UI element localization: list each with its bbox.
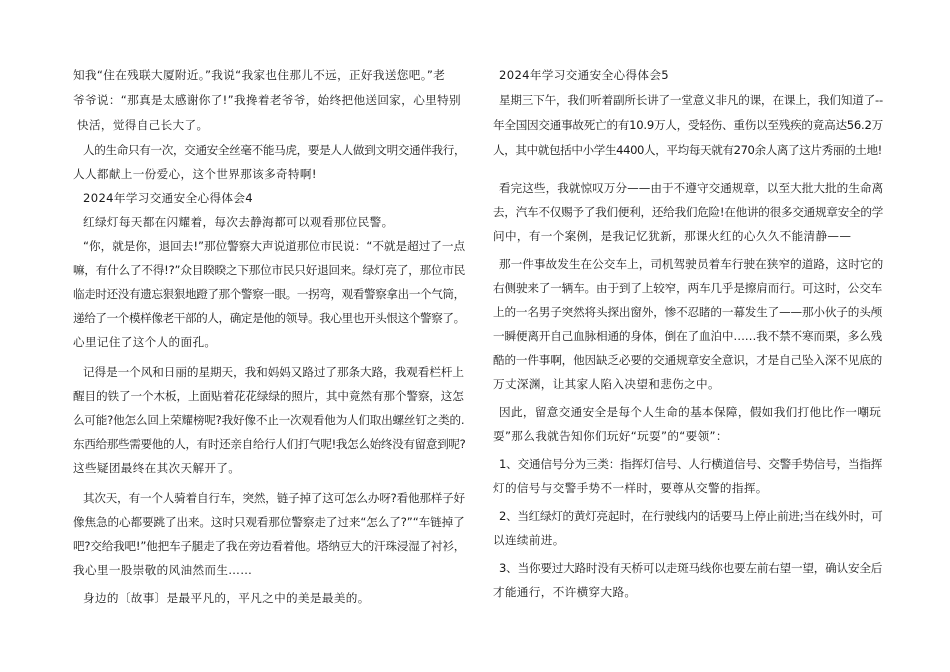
paragraph-line: 星期三下午，我们听着副所长讲了一堂意义非凡的课，在课上，我们知道了--: [499, 93, 883, 107]
paragraph-line: 耍”那么我就告知你们玩好“玩耍”的“要领”：: [493, 429, 728, 443]
paragraph-line: 万丈深渊，让其家人陷入决望和悲伤之中。: [493, 377, 720, 391]
paragraph-line: 人的生命只有一次，交通安全丝毫不能马虎，要是人人做到文明交通伴我行，: [83, 143, 466, 157]
paragraph-line: 酷的一件事啊，他因缺乏必要的交通规章安全意识，才是自己坠入深不见底的: [493, 353, 883, 367]
paragraph-line: 吧?交给我吧!”他把车子腿走了我在旁边看着他。塔纳豆大的汗珠浸湿了衬衫，: [73, 539, 466, 553]
paragraph-line: 去，汽车不仅赐予了我们便利，还给我们危险!在他讲的很多交通规章安全的学: [493, 205, 884, 219]
list-item: 2、当红绿灯的黄灯亮起时，在行驶线内的话要马上停止前进;当在线外时，可: [499, 509, 883, 523]
paragraph-line: 看完这些，我就惊叹万分——由于不遵守交通规章，以至大批大批的生命离: [499, 181, 884, 195]
paragraph-line: 醒目的铁了一个木板，上面贴着花花绿绿的照片，其中竟然有那个警察，这怎: [73, 389, 464, 403]
paragraph-line: 么可能?他怎么回上荣耀榜呢?我好像不止一次观看他为人们取出螺丝钉之类的.: [73, 413, 465, 427]
section-heading: 2024年学习交通安全心得体会5: [499, 68, 670, 82]
section-heading: 2024年学习交通安全心得体会4: [83, 191, 254, 205]
paragraph-line: 临走时还没有遗忘狠狠地蹬了那个警察一眼。一拐弯，观看警察拿出一个气筒，: [73, 287, 465, 301]
paragraph-line: “你，就是你，退回去!”那位警察大声说道那位市民说：“不就是超过了一点: [83, 239, 466, 253]
list-item-continuation: 以连续前进。: [493, 533, 565, 547]
paragraph-line: 上的一名男子突然将头探出窗外，惨不忍睹的一幕发生了——那小伙子的头颅: [493, 305, 883, 319]
paragraph-line: 记得是一个风和日丽的星期天，我和妈妈又路过了那条大路，我观看栏杆上: [83, 365, 464, 379]
paragraph-line: 我心里一股崇敬的风油然而生……: [73, 563, 253, 577]
paragraph-line: 嘛，有什么了不得!?”众目睽睽之下那位市民只好退回来。绿灯亮了，那位市民: [73, 263, 466, 277]
paragraph-line: 因此，留意交通安全是每个人生命的基本保障，假如我们打他比作一嘲玩: [499, 405, 882, 419]
paragraph-line: 心里记住了这个人的面孔。: [73, 335, 217, 349]
paragraph-line: 人人都献上一份爱心，这个世界那该多奇特啊!: [73, 167, 317, 181]
paragraph-line: 年全国因交通事故死亡的有10.9万人，受轻伤、重伤以至残疾的竟高达56.2万: [493, 118, 883, 132]
list-item: 1、交通信号分为三类：指挥灯信号、人行横道信号、交警手势信号，当指挥: [499, 457, 883, 471]
paragraph-line: 像焦急的心都要跳了出来。这时只观看那位警察走了过来“怎么了?”“车链掉了: [73, 515, 465, 529]
paragraph-line: 爷爷说：“那真是太感谢你了!”我搀着老爷爷，始终把他送回家，心里特别: [73, 93, 461, 107]
paragraph-line: 东西给那些需要他的人，有时还亲自给行人们打气呢!我怎么始终没有留意到呢?: [73, 437, 466, 451]
paragraph-line: 递给了一个模样像老干部的人，确定是他的领导。我心里也开头恨这个警察了。: [73, 311, 465, 325]
paragraph-line: 其次天，有一个人骑着自行车，突然，链子掉了这可怎么办呀?看他那样子好: [83, 491, 465, 505]
paragraph-line: 快活，觉得自己长大了。: [77, 118, 209, 132]
paragraph-line: 那一件事故发生在公交车上，司机驾驶员着车行驶在狭窄的道路，这时它的: [499, 257, 884, 271]
paragraph-line: 右侧驶来了一辆车。由于到了上较窄，两车几乎是擦肩而行。可这时，公交车: [493, 281, 883, 295]
list-item-continuation: 才能通行，不许横穿大路。: [493, 585, 637, 599]
paragraph-line: 一瞬便离开自己血脉相通的身体，倒在了血泊中……我不禁不寒而栗，多么残: [493, 329, 883, 343]
paragraph-line: 问中，有一个案例，是我记忆犹新，那课火红的心久久不能清静——: [493, 229, 852, 243]
paragraph-line: 红绿灯每天都在闪耀着，每次去静海都可以观看那位民警。: [83, 215, 394, 229]
paragraph-line: 身边的〔故事〕是最平凡的，平凡之中的美是最美的。: [83, 591, 370, 605]
paragraph-line: 知我“住在残联大厦附近。”我说“我家也住那儿不远，正好我送您吧。”老: [73, 68, 446, 82]
paragraph-line: 人，其中就包括中小学生4400人，平均每天就有270余人离了这片秀丽的土地!: [493, 143, 882, 157]
paragraph-line: 这些疑团最终在其次天解开了。: [73, 461, 241, 475]
list-item: 3、当你要过大路时没有天桥可以走斑马线你也要左前右望一望，确认安全后: [499, 561, 883, 575]
list-item-continuation: 灯的信号与交警手势不一样时，要尊从交警的指挥。: [493, 481, 768, 495]
